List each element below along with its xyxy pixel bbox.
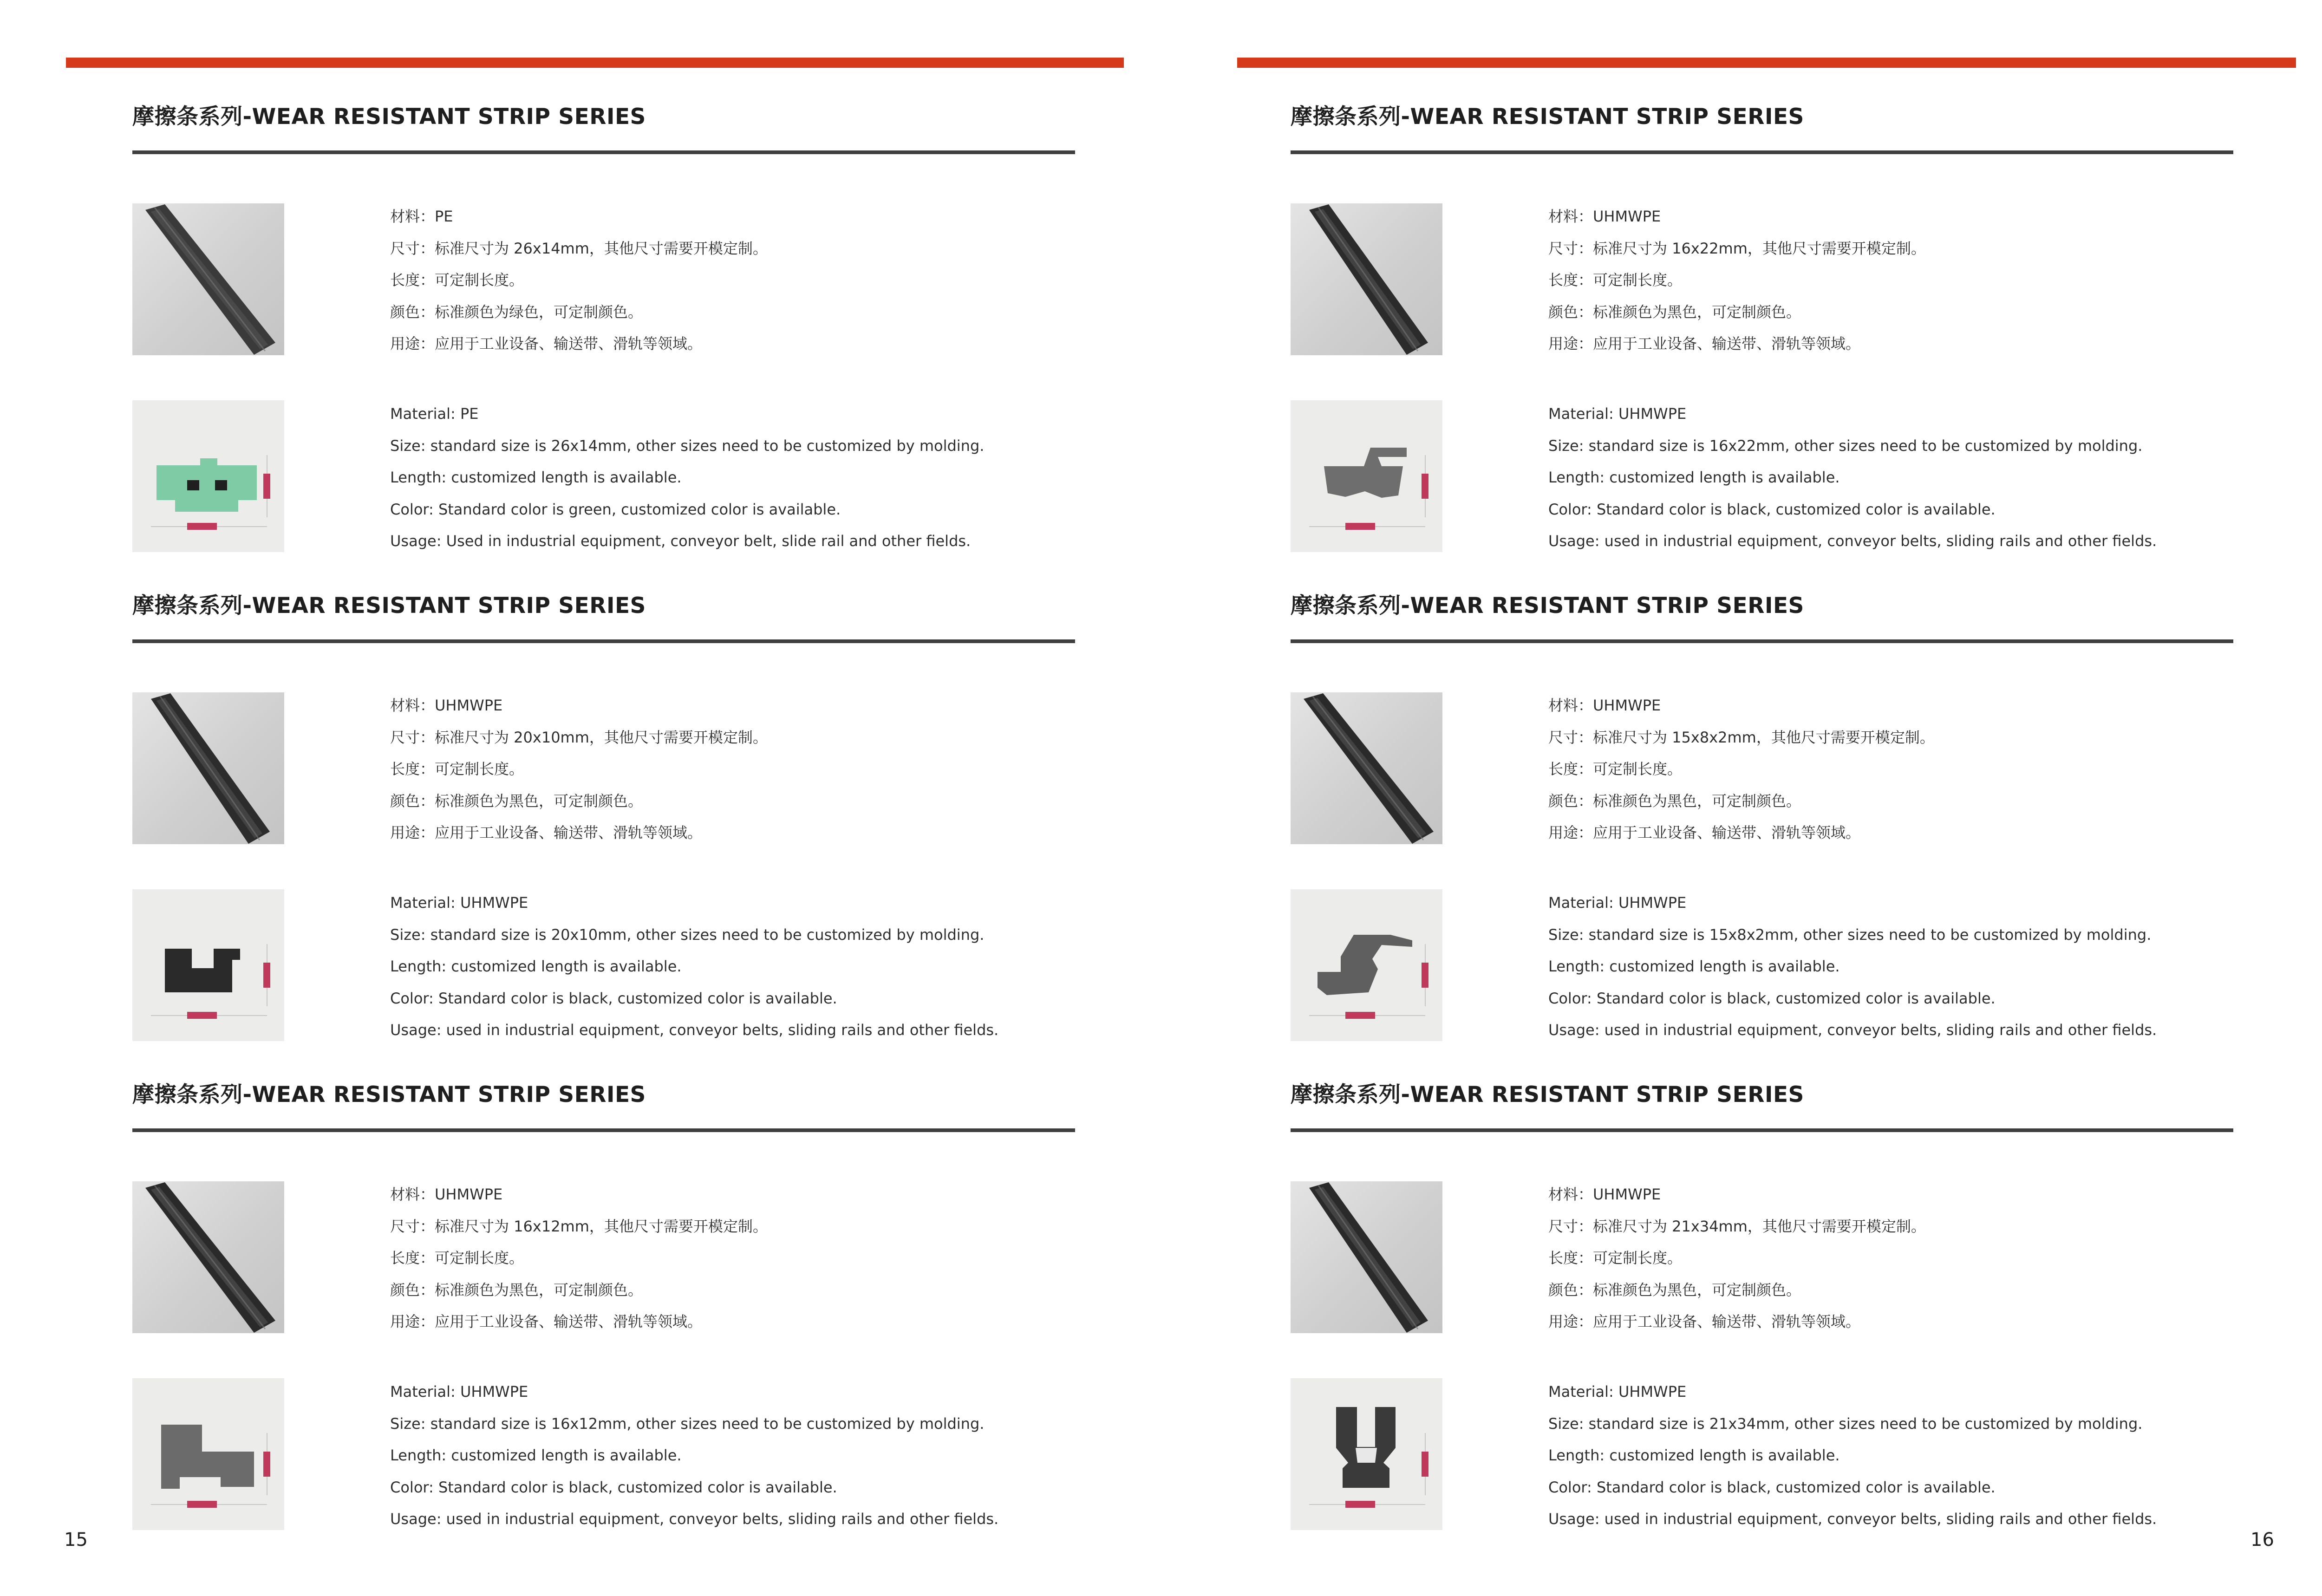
spec-line: 材料：PE (390, 208, 453, 225)
spec-line: Usage: used in industrial equipment, conveyor belts, sliding rails and other fields. (390, 1021, 999, 1039)
profile-drawing (1291, 889, 1442, 1041)
spec-line: Color: Standard color is black, customized color is available. (1548, 500, 1996, 518)
spec-line: 长度：可定制长度。 (1548, 760, 1683, 778)
title-divider (132, 639, 1075, 643)
spec-line: 用途：应用于工业设备、输送带、滑轨等领域。 (1548, 1313, 1861, 1330)
spec-list-chinese (1548, 690, 2231, 849)
product-section (1291, 586, 2233, 1072)
product-section (1291, 98, 2233, 583)
spec-line: Length: customized length is available. (390, 469, 682, 486)
product-section (1291, 1075, 2233, 1561)
spec-line: 长度：可定制长度。 (390, 1249, 524, 1267)
spec-line: 用途：应用于工业设备、输送带、滑轨等领域。 (390, 824, 703, 841)
spec-list-english (390, 887, 1073, 1046)
section-title: 摩擦条系列-WEAR RESISTANT STRIP SERIES (1291, 104, 1804, 130)
spec-list-chinese (390, 1179, 1073, 1338)
spec-line: 材料：UHMWPE (1548, 697, 1661, 714)
product-photo (1291, 203, 1442, 355)
spec-list-chinese (1548, 1179, 2231, 1338)
product-section (132, 586, 1075, 1072)
spec-line: 颜色：标准颜色为黑色，可定制颜色。 (1548, 792, 1801, 810)
profile-drawing (1291, 400, 1442, 552)
spec-list-english (1548, 887, 2231, 1046)
product-photo (132, 1181, 284, 1333)
product-photo (132, 692, 284, 844)
spec-line: 尺寸：标准尺寸为 16x12mm，其他尺寸需要开模定制。 (390, 1217, 768, 1235)
spec-line: 颜色：标准颜色为黑色，可定制颜色。 (390, 792, 643, 810)
spec-list-chinese (390, 690, 1073, 849)
spec-line: 材料：UHMWPE (390, 1186, 503, 1203)
spec-line: Material: UHMWPE (1548, 894, 1687, 912)
spec-line: Size: standard size is 20x10mm, other sizes need to be customized by molding. (390, 925, 985, 944)
title-divider (1291, 150, 2233, 154)
profile-drawing (132, 889, 284, 1041)
page-number: 15 (64, 1529, 88, 1550)
spec-line: 颜色：标准颜色为绿色，可定制颜色。 (390, 303, 643, 321)
spec-line: Length: customized length is available. (390, 958, 682, 975)
spec-line: Color: Standard color is black, customized color is available. (390, 1478, 837, 1496)
spec-line: Length: customized length is available. (1548, 958, 1840, 975)
title-divider (132, 150, 1075, 154)
title-divider (1291, 639, 2233, 643)
spec-line: Usage: used in industrial equipment, conveyor belts, sliding rails and other fields. (1548, 532, 2157, 550)
spec-line: Material: UHMWPE (390, 894, 528, 912)
page-accent-bar (66, 58, 1124, 68)
spec-line: Usage: used in industrial equipment, conveyor belts, sliding rails and other fields. (1548, 1510, 2157, 1528)
product-photo (132, 203, 284, 355)
spec-line: 尺寸：标准尺寸为 26x14mm，其他尺寸需要开模定制。 (390, 239, 768, 257)
spec-line: Material: PE (390, 405, 479, 423)
spec-list-english (390, 398, 1073, 557)
spec-line: Color: Standard color is black, customized color is available. (390, 989, 837, 1007)
profile-drawing (1291, 1378, 1442, 1530)
spec-line: Color: Standard color is black, customized color is available. (1548, 1478, 1996, 1496)
spec-line: 长度：可定制长度。 (1548, 1249, 1683, 1267)
page-16 (1168, 0, 2322, 1596)
spec-line: Length: customized length is available. (390, 1446, 682, 1464)
title-divider (132, 1128, 1075, 1132)
spec-list-english (390, 1376, 1073, 1535)
spec-line: Usage: used in industrial equipment, conveyor belts, sliding rails and other fields. (390, 1510, 999, 1528)
profile-drawing (132, 400, 284, 552)
page-number: 16 (2250, 1529, 2274, 1550)
section-title: 摩擦条系列-WEAR RESISTANT STRIP SERIES (132, 104, 646, 130)
section-title: 摩擦条系列-WEAR RESISTANT STRIP SERIES (132, 593, 646, 619)
spec-list-english (1548, 398, 2231, 557)
spec-line: 长度：可定制长度。 (390, 271, 524, 289)
spec-line: 颜色：标准颜色为黑色，可定制颜色。 (1548, 303, 1801, 321)
spec-line: 材料：UHMWPE (1548, 208, 1661, 225)
spec-line: 尺寸：标准尺寸为 20x10mm，其他尺寸需要开模定制。 (390, 728, 768, 746)
product-photo (1291, 692, 1442, 844)
spec-line: 颜色：标准颜色为黑色，可定制颜色。 (1548, 1281, 1801, 1299)
spec-line: Size: standard size is 16x12mm, other sizes need to be customized by molding. (390, 1414, 985, 1433)
spec-line: Size: standard size is 15x8x2mm, other sizes need to be customized by molding. (1548, 925, 2152, 944)
spec-line: 用途：应用于工业设备、输送带、滑轨等领域。 (1548, 335, 1861, 352)
spec-line: 用途：应用于工业设备、输送带、滑轨等领域。 (1548, 824, 1861, 841)
title-divider (1291, 1128, 2233, 1132)
spec-line: Material: UHMWPE (1548, 405, 1687, 423)
spec-list-english (1548, 1376, 2231, 1535)
product-section (132, 98, 1075, 583)
spec-line: 尺寸：标准尺寸为 16x22mm，其他尺寸需要开模定制。 (1548, 239, 1926, 257)
spec-line: Size: standard size is 16x22mm, other sizes need to be customized by molding. (1548, 436, 2143, 455)
spec-line: Usage: used in industrial equipment, conveyor belts, sliding rails and other fields. (1548, 1021, 2157, 1039)
spec-line: 用途：应用于工业设备、输送带、滑轨等领域。 (390, 1313, 703, 1330)
spec-line: 颜色：标准颜色为黑色，可定制颜色。 (390, 1281, 643, 1299)
section-title: 摩擦条系列-WEAR RESISTANT STRIP SERIES (1291, 1082, 1804, 1107)
spec-line: Length: customized length is available. (1548, 469, 1840, 486)
section-title: 摩擦条系列-WEAR RESISTANT STRIP SERIES (132, 1082, 646, 1107)
spec-line: 长度：可定制长度。 (390, 760, 524, 778)
section-title: 摩擦条系列-WEAR RESISTANT STRIP SERIES (1291, 593, 1804, 619)
profile-drawing (132, 1378, 284, 1530)
spec-line: 尺寸：标准尺寸为 15x8x2mm，其他尺寸需要开模定制。 (1548, 728, 1935, 746)
product-section (132, 1075, 1075, 1561)
spec-line: 尺寸：标准尺寸为 21x34mm，其他尺寸需要开模定制。 (1548, 1217, 1926, 1235)
spec-line: 长度：可定制长度。 (1548, 271, 1683, 289)
spec-list-chinese (390, 201, 1073, 360)
spec-line: 用途：应用于工业设备、输送带、滑轨等领域。 (390, 335, 703, 352)
spec-line: Size: standard size is 21x34mm, other sizes need to be customized by molding. (1548, 1414, 2143, 1433)
spec-line: Size: standard size is 26x14mm, other sizes need to be customized by molding. (390, 436, 985, 455)
spec-line: 材料：UHMWPE (1548, 1186, 1661, 1203)
spec-list-chinese (1548, 201, 2231, 360)
spec-line: Color: Standard color is green, customized color is available. (390, 500, 841, 518)
product-photo (1291, 1181, 1442, 1333)
spec-line: 材料：UHMWPE (390, 697, 503, 714)
spec-line: Length: customized length is available. (1548, 1446, 1840, 1464)
page-accent-bar (1237, 58, 2296, 68)
spec-line: Material: UHMWPE (1548, 1383, 1687, 1401)
spec-line: Color: Standard color is black, customized color is available. (1548, 989, 1996, 1007)
spec-line: Material: UHMWPE (390, 1383, 528, 1401)
spec-line: Usage: Used in industrial equipment, conveyor belt, slide rail and other fields. (390, 532, 971, 550)
